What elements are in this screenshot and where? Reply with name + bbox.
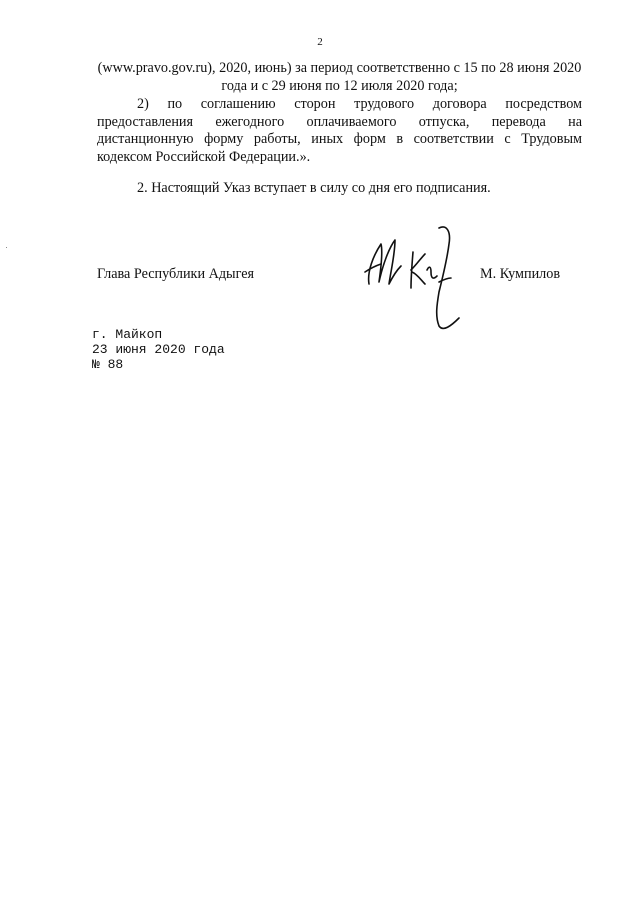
signature-icon bbox=[355, 222, 485, 337]
margin-mark bbox=[6, 247, 7, 248]
paragraph-item-2: 2) по соглашению сторон трудового договора посредством предоставления ежегодного оплачиваемого отпуска, перевода на дистанционную форму работы, иных форм в соответствии с Трудовым кодексом Российской Федерации.». bbox=[97, 96, 582, 165]
signer-title: Глава Республики Адыгея bbox=[97, 266, 255, 282]
paragraph-continuation: (www.pravo.gov.ru), 2020, июнь) за период соответственно с 15 по 28 июня 2020 года и с 29 июня по 12 июля 2020 года; bbox=[97, 60, 582, 94]
footer-city: г. Майкоп bbox=[92, 327, 163, 342]
page-number: 2 bbox=[317, 36, 323, 48]
signer-name: М. Кумпилов bbox=[480, 266, 561, 282]
footer-number: № 88 bbox=[92, 357, 124, 372]
paragraph-effective-date: 2. Настоящий Указ вступает в силу со дня его подписания. bbox=[137, 180, 491, 196]
footer-date: 23 июня 2020 года bbox=[92, 342, 225, 357]
document-footer bbox=[92, 327, 225, 372]
